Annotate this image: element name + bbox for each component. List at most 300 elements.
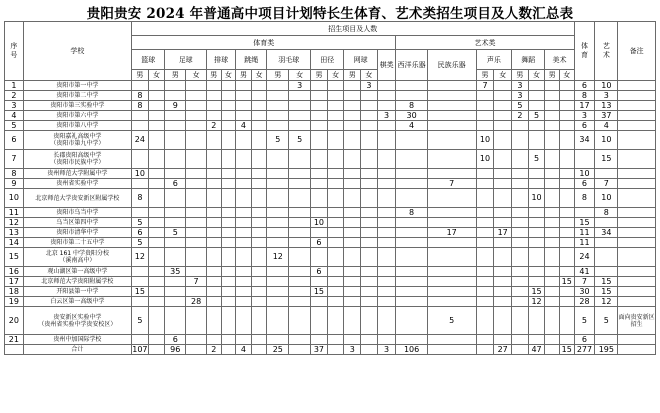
row-value [494,335,512,345]
row-seq: 18 [5,287,24,297]
row-value [148,218,165,228]
row-value [221,248,236,267]
row-value: 6 [311,267,328,277]
header-male: 男 [311,70,328,81]
row-value [344,228,361,238]
row-value [528,248,545,267]
row-value [207,238,222,248]
row-value [236,101,252,111]
row-value [396,335,427,345]
row-value [186,335,207,345]
row-value [396,150,427,169]
row-value: 10 [595,81,618,91]
row-value [559,287,574,297]
row-value [427,121,476,131]
row-value [545,345,560,355]
row-remark [618,335,656,345]
row-value [396,169,427,179]
row-remark [618,238,656,248]
row-value [251,121,267,131]
row-value [267,228,289,238]
row-value: 15 [559,345,574,355]
row-value [512,218,529,228]
header-art-0: 西洋乐器 [396,50,427,81]
row-value [236,248,252,267]
row-remark [618,297,656,307]
row-value [207,287,222,297]
row-value [427,277,476,287]
row-value [251,111,267,121]
header-female: 女 [559,70,574,81]
row-value: 4 [236,345,252,355]
row-value [476,287,494,297]
row-value [236,228,252,238]
row-value [528,208,545,218]
row-value [545,287,560,297]
row-value [528,101,545,111]
row-value [545,101,560,111]
row-value: 10 [476,131,494,150]
row-value [512,277,529,287]
row-value [236,267,252,277]
row-value [207,297,222,307]
row-value [559,238,574,248]
header-art-4: 美术 [545,50,574,70]
row-value [512,238,529,248]
row-value [545,111,560,121]
row-value [327,101,344,111]
header-sport-2: 排球 [207,50,236,70]
row-value [559,335,574,345]
row-value [267,189,289,208]
row-remark [618,277,656,287]
row-school: 长郡贵阳高级中学 （贵阳市民族中学） [23,150,131,169]
header-project-group: 招生项目及人数 [132,22,575,36]
row-value [311,121,328,131]
row-value [361,208,378,218]
row-value [132,121,149,131]
row-value [221,179,236,189]
row-value [427,297,476,307]
row-value: 37 [311,345,328,355]
row-value [528,81,545,91]
row-value [251,218,267,228]
row-value [165,150,186,169]
row-value [186,238,207,248]
row-seq: 21 [5,335,24,345]
row-value [289,228,311,238]
header-school: 学校 [23,22,131,81]
row-value [289,121,311,131]
row-value [327,267,344,277]
row-school: 北京师范大学贵安新区附属学校 [23,189,131,208]
row-value [476,218,494,228]
table-row [5,277,656,287]
row-value: 10 [476,150,494,169]
row-value [289,248,311,267]
row-value [427,111,476,121]
row-value [327,189,344,208]
row-value [545,189,560,208]
row-value [494,81,512,91]
table-row [5,218,656,228]
row-value [494,101,512,111]
row-value [512,345,529,355]
row-value: 12 [132,248,149,267]
row-value [289,238,311,248]
row-value [165,169,186,179]
row-value: 10 [574,169,595,179]
row-value: 8 [132,91,149,101]
row-value [251,208,267,218]
row-value [512,248,529,267]
row-school: 开阳县第一中学 [23,287,131,297]
row-value [236,131,252,150]
row-value [427,208,476,218]
row-value [186,248,207,267]
row-remark [618,179,656,189]
row-value [361,307,378,335]
row-value [327,335,344,345]
header-sport-6: 网球 [344,50,377,70]
row-remark [618,267,656,277]
row-value [311,297,328,307]
row-school: 白云区第一高级中学 [23,297,131,307]
row-value: 10 [132,169,149,179]
row-value: 3 [361,81,378,91]
row-value [148,335,165,345]
row-value [132,277,149,287]
row-value [267,297,289,307]
row-value [165,81,186,91]
row-value: 195 [595,345,618,355]
header-arts-group: 艺术类 [396,36,574,50]
row-remark [618,101,656,111]
row-value: 7 [427,179,476,189]
row-value [221,121,236,131]
row-seq: 1 [5,81,24,91]
row-value [528,121,545,131]
row-value [396,81,427,91]
row-value [427,91,476,101]
row-value: 35 [165,267,186,277]
table-row [5,81,656,91]
row-value [236,91,252,101]
row-value [377,228,396,238]
row-value [361,218,378,228]
row-value: 10 [311,218,328,228]
row-value [251,277,267,287]
row-value [186,150,207,169]
row-value [528,307,545,335]
row-value: 6 [574,179,595,189]
row-value [165,297,186,307]
row-value [267,111,289,121]
row-value [148,307,165,335]
row-value: 6 [574,121,595,131]
row-seq: 3 [5,101,24,111]
row-value: 9 [165,101,186,111]
row-seq: 9 [5,179,24,189]
row-value [132,179,149,189]
row-seq: 10 [5,189,24,208]
row-value: 3 [512,91,529,101]
row-value [221,238,236,248]
row-value [377,267,396,277]
row-value: 17 [574,101,595,111]
header-male: 男 [476,70,494,81]
row-value [186,345,207,355]
row-value [476,121,494,131]
row-value [289,150,311,169]
row-value [528,131,545,150]
row-value [186,287,207,297]
row-value [377,297,396,307]
row-value: 8 [132,101,149,111]
row-value [344,81,361,91]
row-value [545,238,560,248]
row-value: 4 [595,121,618,131]
row-value: 15 [595,287,618,297]
row-value: 107 [132,344,148,354]
row-seq: 17 [5,277,24,287]
header-female: 女 [289,70,311,81]
row-value [148,297,165,307]
row-value [221,297,236,307]
row-value: 5 [512,101,529,111]
row-value: 3 [574,111,595,121]
row-value [132,208,149,218]
row-value [186,111,207,121]
row-value [207,131,222,150]
row-value [494,169,512,179]
row-value: 2 [512,111,529,121]
row-value [165,287,186,297]
row-value [148,111,165,121]
row-school: 贵阳嘉礼高级中学 （贵阳市第九中学） [23,131,131,150]
row-value [251,335,267,345]
row-value: 4 [236,121,252,131]
row-value [574,150,595,169]
row-value [377,277,396,287]
row-value [327,228,344,238]
row-value [148,91,165,101]
row-remark [618,287,656,297]
row-value [267,307,289,335]
row-value [494,267,512,277]
row-value [545,248,560,267]
row-value [512,131,529,150]
row-value [327,111,344,121]
row-value [528,91,545,101]
row-value [267,91,289,101]
row-value [148,121,165,131]
row-value [344,208,361,218]
row-value [344,335,361,345]
row-value: 3 [512,81,529,91]
row-value [377,238,396,248]
row-value [361,335,378,345]
row-value [207,307,222,335]
row-value: 17 [427,228,476,238]
row-value [545,297,560,307]
row-value [377,150,396,169]
row-value [361,101,378,111]
row-value [148,150,165,169]
row-value [236,287,252,297]
header-sport-7: 棋类 [377,50,396,81]
header-art-1: 民族乐器 [427,50,476,81]
row-value [344,218,361,228]
row-value [545,277,560,287]
row-seq: 16 [5,267,24,277]
row-seq: 15 [5,248,24,267]
row-value [512,307,529,335]
row-value [267,121,289,131]
row-value [327,238,344,248]
row-value [251,131,267,150]
row-value: 15 [574,218,595,228]
row-value [207,277,222,287]
row-value [327,179,344,189]
row-value [494,248,512,267]
row-value [207,189,222,208]
row-value [559,248,574,267]
row-value: 34 [595,228,618,238]
row-value [559,267,574,277]
row-value [221,91,236,101]
row-seq: 6 [5,131,24,150]
row-value [311,111,328,121]
row-value [377,248,396,267]
row-value [327,277,344,287]
row-value [396,287,427,297]
row-value: 25 [267,345,289,355]
row-value [186,208,207,218]
row-value: 34 [574,131,595,150]
row-value [494,91,512,101]
row-value [207,218,222,228]
row-value [559,218,574,228]
row-value [207,81,222,91]
row-value [528,335,545,345]
header-male: 男 [132,70,149,81]
row-value [361,169,378,179]
row-value [377,121,396,131]
row-value [361,287,378,297]
row-value [427,335,476,345]
row-value [494,238,512,248]
row-value [148,189,165,208]
row-value: 41 [574,267,595,277]
row-value [221,208,236,218]
row-value [377,189,396,208]
row-seq: 12 [5,218,24,228]
row-remark [618,208,656,218]
row-value [545,169,560,179]
row-value [494,218,512,228]
row-value [236,189,252,208]
row-value: 6 [165,335,186,345]
row-value [344,189,361,208]
row-value [186,169,207,179]
row-value: 5 [289,131,311,150]
row-value [148,131,165,150]
row-value: 37 [595,111,618,121]
row-value [545,81,560,91]
row-value [528,238,545,248]
row-value [251,91,267,101]
row-value [344,111,361,121]
row-value [289,267,311,277]
row-value [377,169,396,179]
row-value [311,131,328,150]
row-value [512,179,529,189]
header-male: 男 [165,70,186,81]
row-value [221,218,236,228]
row-value [327,345,344,355]
table-row [5,248,656,267]
header-female: 女 [327,70,344,81]
row-value [251,189,267,208]
row-value: 5 [267,131,289,150]
row-value [327,150,344,169]
row-value [361,238,378,248]
row-value [221,345,236,355]
row-value [512,208,529,218]
header-female: 女 [251,70,267,81]
row-value [427,169,476,179]
row-value: 6 [574,81,595,91]
row-value [289,277,311,287]
row-value [427,287,476,297]
row-value [186,218,207,228]
row-value [148,287,165,297]
row-value: 10 [528,189,545,208]
row-value [512,297,529,307]
row-value [595,335,618,345]
row-value: 6 [311,238,328,248]
row-value [559,307,574,335]
row-value [327,208,344,218]
row-value [221,307,236,335]
row-value [165,111,186,121]
row-value [344,179,361,189]
row-value: 12 [595,297,618,307]
row-value [148,179,165,189]
row-value [344,267,361,277]
row-seq: 11 [5,208,24,218]
row-value [289,297,311,307]
row-value: 8 [574,189,595,208]
row-value [361,248,378,267]
row-value [396,228,427,238]
row-value [236,277,252,287]
row-value [512,228,529,238]
row-value [165,277,186,287]
row-value [512,169,529,179]
row-value: 3 [377,111,396,121]
row-value [595,267,618,277]
row-value [344,287,361,297]
row-school: 贵阳市乌当中学 [23,208,131,218]
row-value [289,208,311,218]
header-female: 女 [361,70,378,81]
document-title: 贵阳贵安 2024 年普通高中项目计划特长生体育、艺术类招生项目及人数汇总表 [86,6,574,22]
row-value [427,345,476,355]
row-value [494,121,512,131]
table-row [5,208,656,218]
